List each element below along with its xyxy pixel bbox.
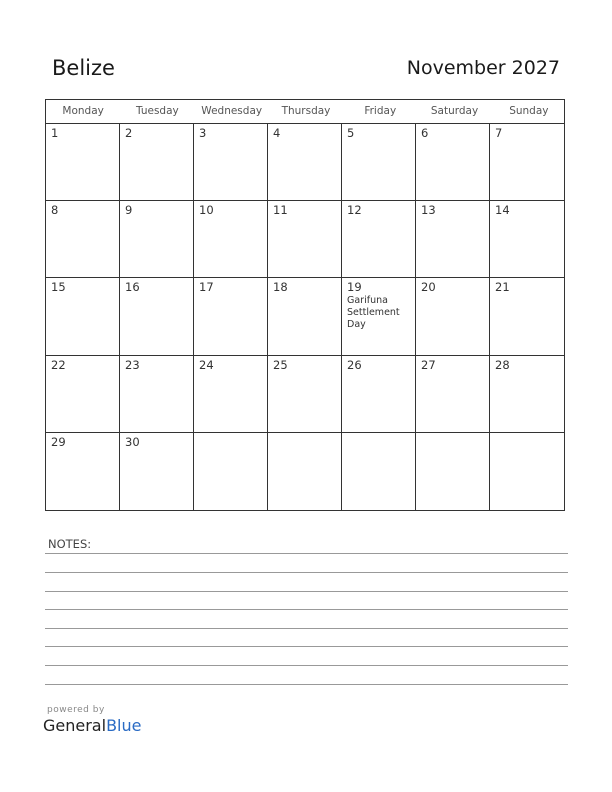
country-title: Belize	[52, 56, 115, 80]
day-cell	[120, 201, 194, 278]
powered-by-text: powered by	[47, 705, 105, 715]
brand-general: General	[43, 716, 107, 735]
notes-line	[45, 646, 568, 647]
day-cell	[120, 124, 194, 201]
day-cell	[342, 201, 416, 278]
day-cell	[120, 433, 194, 510]
day-cell	[268, 433, 342, 510]
day-cell	[46, 278, 120, 355]
day-number: 1	[51, 126, 59, 140]
day-cell	[268, 278, 342, 355]
day-number: 29	[51, 434, 66, 449]
notes-line	[45, 572, 568, 573]
day-cell	[46, 124, 120, 201]
weekday-label: Monday	[62, 105, 104, 117]
notes-line	[45, 684, 568, 685]
day-number: 9	[125, 203, 133, 218]
day-number: 4	[273, 126, 281, 140]
day-number: 13	[421, 203, 436, 218]
day-cell	[416, 433, 490, 510]
day-cell	[268, 356, 342, 433]
day-number: 14	[495, 203, 510, 218]
day-cell	[416, 356, 490, 433]
day-number: 20	[421, 280, 436, 295]
weekday-label: Thursday	[281, 105, 331, 117]
day-cell	[342, 356, 416, 433]
day-cell	[120, 278, 194, 355]
brand-blue: Blue	[106, 716, 142, 735]
day-cell	[416, 124, 490, 201]
generalblue-logo	[43, 716, 141, 735]
day-number: 21	[495, 280, 510, 295]
weekday-header	[46, 100, 564, 124]
calendar-grid	[45, 99, 565, 511]
notes-label: NOTES:	[48, 537, 92, 551]
day-cell	[490, 356, 564, 433]
day-cell	[120, 356, 194, 433]
weekday-label: Saturday	[430, 105, 479, 117]
weekday-label: Sunday	[509, 105, 549, 117]
day-number: 24	[199, 357, 214, 372]
day-number: 16	[125, 280, 140, 295]
day-cell	[194, 356, 268, 433]
day-cell	[342, 278, 416, 355]
day-number: 26	[347, 357, 362, 372]
day-number: 27	[421, 357, 436, 372]
weekday-label: Wednesday	[201, 105, 263, 117]
day-number: 11	[273, 203, 288, 218]
day-cell	[194, 201, 268, 278]
day-number: 7	[495, 126, 503, 140]
day-cell	[490, 433, 564, 510]
notes-line	[45, 591, 568, 592]
day-number: 18	[273, 280, 288, 295]
weekday-label: Tuesday	[136, 105, 179, 117]
day-cell	[46, 356, 120, 433]
day-cell	[342, 433, 416, 510]
day-cell	[46, 201, 120, 278]
notes-line	[45, 609, 568, 610]
notes-line	[45, 628, 568, 629]
day-cell	[490, 201, 564, 278]
day-number: 30	[125, 434, 140, 449]
day-cell	[490, 278, 564, 355]
day-cell	[194, 433, 268, 510]
day-cell	[268, 201, 342, 278]
day-cell	[416, 278, 490, 355]
day-cell	[416, 201, 490, 278]
day-number: 8	[51, 203, 59, 218]
notes-line	[45, 665, 568, 666]
day-number: 17	[199, 280, 214, 295]
day-cell	[342, 124, 416, 201]
notes-line	[45, 553, 568, 554]
day-number: 28	[495, 357, 510, 372]
holiday-label: Garifuna Settlement Day	[347, 295, 400, 331]
day-number: 2	[125, 126, 133, 140]
month-year-title: November 2027	[406, 57, 560, 79]
day-number: 6	[421, 126, 429, 140]
day-cell	[268, 124, 342, 201]
day-cell	[46, 433, 120, 510]
day-number: 15	[51, 280, 66, 295]
day-number: 12	[347, 203, 362, 218]
day-cell	[194, 278, 268, 355]
day-number: 5	[347, 126, 355, 140]
day-cell	[194, 124, 268, 201]
day-number: 25	[273, 357, 288, 372]
day-cell	[490, 124, 564, 201]
day-number: 3	[199, 126, 207, 140]
day-number: 22	[51, 357, 66, 372]
day-number: 23	[125, 357, 140, 372]
day-number: 19	[347, 280, 362, 295]
day-number: 10	[199, 203, 214, 218]
weekday-label: Friday	[364, 105, 397, 117]
